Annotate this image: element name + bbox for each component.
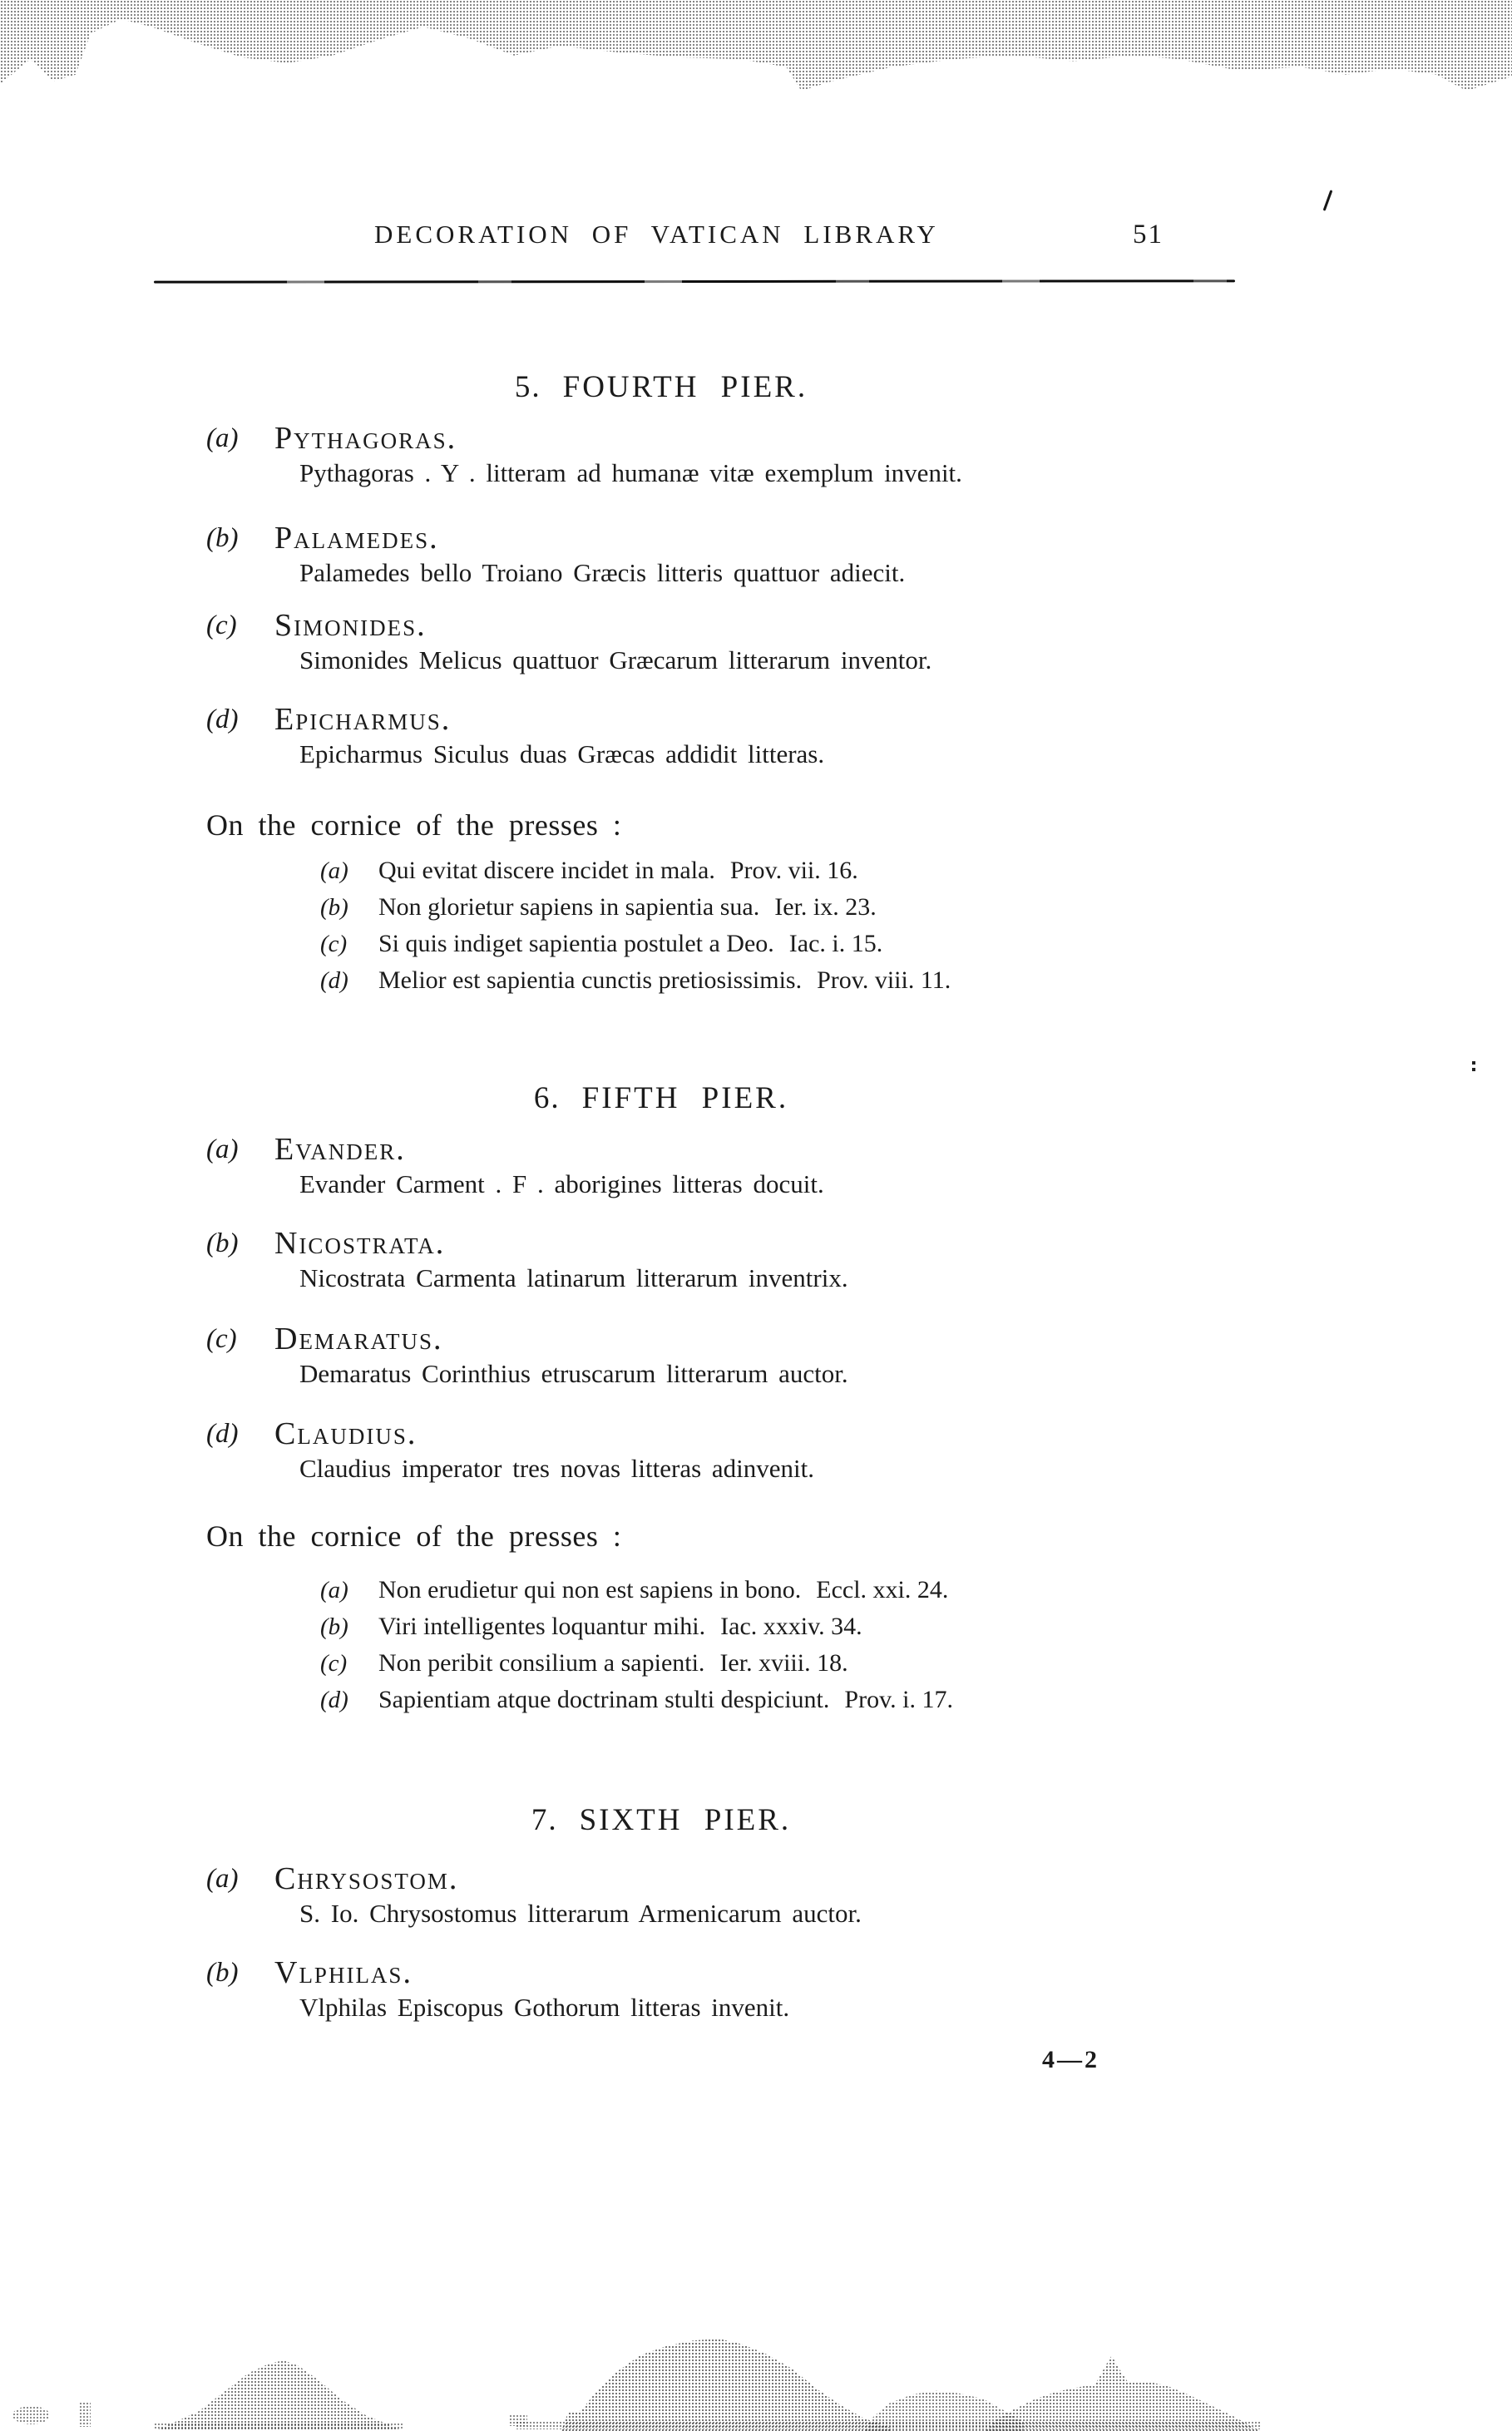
cornice-item bbox=[206, 889, 1254, 926]
entry-label: (d) bbox=[206, 704, 239, 734]
cornice-item-citation: Prov. i. 17. bbox=[844, 1686, 953, 1713]
entry-simonides bbox=[206, 607, 1254, 677]
cornice-item-label: (b) bbox=[320, 894, 348, 921]
entry-inscription: Pythagoras . Y . litteram ad humanæ vitæ exemplum invenit. bbox=[299, 458, 962, 487]
cornice-item bbox=[206, 1645, 1254, 1682]
entry-inscription: Palamedes bello Troiano Græcis litteris quattuor adiecit. bbox=[299, 558, 906, 587]
cornice-item-text: Viri intelligentes loquantur mihi. bbox=[378, 1613, 706, 1640]
cornice-item-label: (a) bbox=[320, 1577, 348, 1603]
entry-demaratus bbox=[206, 1321, 1254, 1391]
cornice-item bbox=[206, 1572, 1254, 1608]
section-title: FIFTH PIER. bbox=[581, 1081, 789, 1115]
cornice-item bbox=[206, 1608, 1254, 1645]
scan-artifact-bottom-strip bbox=[154, 2423, 403, 2429]
cornice-item-citation: Ier. ix. 23. bbox=[774, 893, 877, 921]
cornice-item bbox=[206, 852, 1254, 889]
cornice-list bbox=[206, 852, 1254, 999]
scan-artifact-bottom-hill bbox=[561, 2339, 890, 2431]
entry-name: Epicharmus. bbox=[274, 702, 452, 737]
section-number: 6. bbox=[533, 1081, 561, 1115]
cornice-item-citation: Ier. xviii. 18. bbox=[719, 1649, 848, 1677]
cornice-item-text: Non glorietur sapiens in sapientia sua. bbox=[378, 893, 760, 921]
entry-pythagoras bbox=[206, 420, 1254, 490]
cornice-item-label: (d) bbox=[320, 1687, 348, 1713]
cornice-heading: On the cornice of the presses : bbox=[206, 1519, 622, 1553]
entry-name: Evander. bbox=[274, 1132, 406, 1167]
scan-artifact-bottom-strip bbox=[516, 2421, 1260, 2429]
cornice-item-label: (b) bbox=[320, 1613, 348, 1640]
stray-ink-speck bbox=[1472, 1061, 1475, 1065]
section-title: SIXTH PIER. bbox=[579, 1803, 792, 1837]
cornice-heading: On the cornice of the presses : bbox=[206, 808, 622, 842]
entry-inscription: Epicharmus Siculus duas Græcas addidit litteras. bbox=[299, 739, 825, 768]
cornice-item-text: Sapientiam atque doctrinam stulti despiciunt. bbox=[378, 1686, 830, 1713]
entry-name: Claudius. bbox=[274, 1416, 418, 1451]
cornice-item-label: (d) bbox=[320, 967, 348, 994]
cornice-item-text: Non peribit consilium a sapienti. bbox=[378, 1649, 705, 1677]
page-number: 51 bbox=[1133, 220, 1164, 250]
cornice-item-text: Melior est sapientia cunctis pretiosissimis. bbox=[378, 966, 803, 994]
scan-artifact-top-edge bbox=[0, 0, 1512, 96]
entry-label: (b) bbox=[206, 1958, 239, 1988]
section-title: FOURTH PIER. bbox=[562, 370, 808, 404]
entry-name: Vlphilas. bbox=[274, 1955, 413, 1990]
entry-label: (a) bbox=[206, 423, 239, 453]
cornice-item-text: Si quis indiget sapientia postulet a Deo. bbox=[378, 930, 774, 957]
cornice-item bbox=[206, 926, 1254, 962]
entry-label: (c) bbox=[206, 1324, 237, 1354]
running-header-title: DECORATION OF VATICAN LIBRARY bbox=[374, 220, 939, 249]
entry-chrysostom bbox=[206, 1860, 1254, 1930]
scan-artifact-bottom-hill bbox=[154, 2360, 403, 2431]
entry-inscription: S. Io. Chrysostomus litterarum Armenicarum auctor. bbox=[299, 1899, 862, 1928]
cornice-item-label: (a) bbox=[320, 857, 348, 884]
entry-label: (c) bbox=[206, 610, 237, 640]
cornice-item-citation: Prov. vii. 16. bbox=[729, 857, 858, 884]
section-heading-fourth-pier bbox=[206, 366, 1116, 409]
scan-artifact-speck bbox=[12, 2406, 50, 2424]
section-number: 7. bbox=[531, 1803, 558, 1837]
entry-name: Chrysostom. bbox=[274, 1861, 459, 1896]
entry-inscription: Simonides Melicus quattuor Græcarum litterarum inventor. bbox=[299, 645, 932, 674]
stray-ink-mark bbox=[1323, 190, 1333, 210]
entry-claudius bbox=[206, 1416, 1254, 1485]
entry-epicharmus bbox=[206, 701, 1254, 771]
cornice-item-text: Qui evitat discere incidet in mala. bbox=[378, 857, 715, 884]
scan-artifact-bottom-hill bbox=[986, 2355, 1260, 2431]
entry-label: (a) bbox=[206, 1134, 239, 1164]
cornice-item-label: (c) bbox=[320, 1650, 348, 1677]
entry-name: Nicostrata. bbox=[274, 1226, 446, 1261]
text-block bbox=[206, 358, 1254, 2024]
entry-inscription: Claudius imperator tres novas litteras adinvenit. bbox=[299, 1454, 815, 1483]
entry-name: Pythagoras. bbox=[274, 421, 457, 456]
header-rule bbox=[154, 279, 1235, 283]
section-number: 5. bbox=[514, 370, 541, 404]
entry-inscription: Nicostrata Carmenta latinarum litterarum inventrix. bbox=[299, 1263, 848, 1292]
entry-vlphilas bbox=[206, 1954, 1254, 2024]
entry-inscription: Evander Carment . F . aborigines litteras docuit. bbox=[299, 1169, 824, 1198]
entry-name: Simonides. bbox=[274, 608, 427, 643]
entry-inscription: Demaratus Corinthius etruscarum litterarum auctor. bbox=[299, 1359, 848, 1388]
entry-name: Demaratus. bbox=[274, 1322, 443, 1356]
scan-artifact-speck bbox=[79, 2402, 91, 2427]
entry-label: (d) bbox=[206, 1419, 239, 1449]
entry-label: (b) bbox=[206, 1228, 239, 1258]
cornice-item bbox=[206, 962, 1254, 999]
cornice-item-citation: Iac. xxxiv. 34. bbox=[720, 1613, 862, 1640]
entry-evander bbox=[206, 1131, 1254, 1201]
scan-artifact-speck bbox=[509, 2414, 527, 2426]
section-heading-fifth-pier bbox=[206, 1077, 1116, 1120]
entry-inscription: Vlphilas Episcopus Gothorum litteras invenit. bbox=[299, 1993, 790, 2022]
entry-nicostrata bbox=[206, 1225, 1254, 1295]
entry-palamedes bbox=[206, 520, 1254, 590]
section-heading-sixth-pier bbox=[206, 1799, 1116, 1842]
cornice-item-citation: Eccl. xxi. 24. bbox=[816, 1576, 949, 1603]
cornice-item-text: Non erudietur qui non est sapiens in bono. bbox=[378, 1576, 802, 1603]
entry-label: (b) bbox=[206, 523, 239, 553]
cornice-item-citation: Prov. viii. 11. bbox=[817, 966, 951, 994]
entry-name: Palamedes. bbox=[274, 521, 439, 556]
cornice-item bbox=[206, 1682, 1254, 1718]
cornice-item-citation: Iac. i. 15. bbox=[788, 930, 883, 957]
cornice-item-label: (c) bbox=[320, 931, 348, 957]
entry-label: (a) bbox=[206, 1864, 239, 1894]
cornice-list bbox=[206, 1572, 1254, 1718]
page-signature: 4—2 bbox=[1042, 2046, 1099, 2073]
